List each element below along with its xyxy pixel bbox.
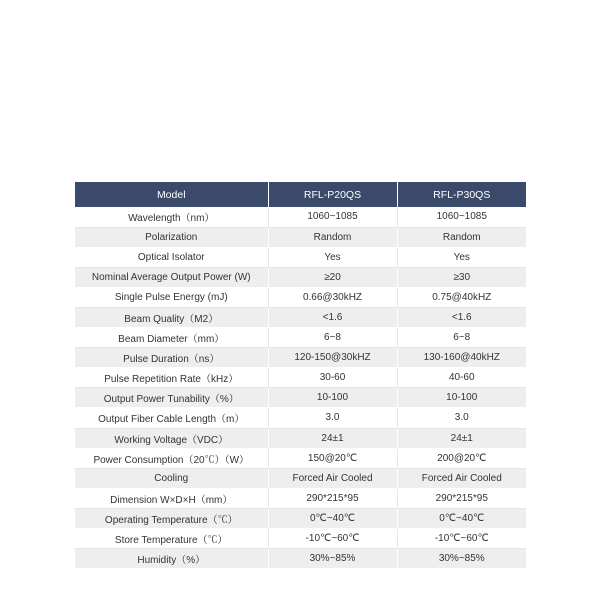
table-row (75, 468, 526, 488)
parameter-cell: Store Temperature（℃） (75, 529, 268, 549)
rfl-p20qs-value: 24±1 (268, 428, 397, 448)
parameter-cell: Output Power Tunability（%） (75, 388, 268, 408)
table-row (75, 287, 526, 307)
rfl-p30qs-value: 24±1 (397, 428, 526, 448)
rfl-p20qs-value: ≥20 (268, 267, 397, 287)
table-row (75, 388, 526, 408)
table-row (75, 227, 526, 247)
table-row (75, 488, 526, 508)
spec-table (75, 182, 526, 569)
rfl-p30qs-value: Yes (397, 247, 526, 267)
table-row (75, 307, 526, 327)
rfl-p20qs-value: 10-100 (268, 388, 397, 408)
rfl-p20qs-value: 1060~1085 (268, 207, 397, 227)
header-row (75, 182, 526, 207)
parameter-cell: Single Pulse Energy (mJ) (75, 287, 268, 307)
spec-table-header (75, 182, 526, 207)
header-rfl-p20qs: RFL-P20QS (268, 182, 397, 207)
table-row (75, 348, 526, 368)
table-row (75, 247, 526, 267)
parameter-cell: Output Fiber Cable Length（m） (75, 408, 268, 428)
rfl-p20qs-value: 290*215*95 (268, 488, 397, 508)
rfl-p30qs-value: 40-60 (397, 368, 526, 388)
parameter-cell: Power Consumption（20℃）（W） (75, 448, 268, 468)
parameter-cell: Pulse Repetition Rate（kHz） (75, 368, 268, 388)
rfl-p30qs-value: 130-160@40kHZ (397, 348, 526, 368)
parameter-cell: Nominal Average Output Power (W) (75, 267, 268, 287)
rfl-p30qs-value: <1.6 (397, 307, 526, 327)
header-rfl-p30qs: RFL-P30QS (397, 182, 526, 207)
table-row (75, 368, 526, 388)
parameter-cell: Beam Quality（M2） (75, 307, 268, 327)
header-model: Model (75, 182, 268, 207)
table-row (75, 267, 526, 287)
table-row (75, 408, 526, 428)
rfl-p20qs-value: Random (268, 227, 397, 247)
rfl-p20qs-value: -10℃~60℃ (268, 529, 397, 549)
rfl-p20qs-value: 6~8 (268, 328, 397, 348)
rfl-p20qs-value: 120-150@30kHZ (268, 348, 397, 368)
rfl-p20qs-value: <1.6 (268, 307, 397, 327)
rfl-p30qs-value: Forced Air Cooled (397, 468, 526, 488)
parameter-cell: Pulse Duration（ns） (75, 348, 268, 368)
parameter-cell: Wavelength（nm） (75, 207, 268, 227)
rfl-p30qs-value: 200@20℃ (397, 448, 526, 468)
rfl-p30qs-value: 6~8 (397, 328, 526, 348)
rfl-p20qs-value: 30%~85% (268, 549, 397, 569)
table-row (75, 549, 526, 569)
rfl-p30qs-value: ≥30 (397, 267, 526, 287)
parameter-cell: Humidity（%） (75, 549, 268, 569)
rfl-p30qs-value: 3.0 (397, 408, 526, 428)
parameter-cell: Working Voltage（VDC） (75, 428, 268, 448)
spec-table-body (75, 207, 526, 569)
rfl-p20qs-value: 30-60 (268, 368, 397, 388)
rfl-p30qs-value: 0℃~40℃ (397, 508, 526, 528)
rfl-p30qs-value: 10-100 (397, 388, 526, 408)
table-row (75, 529, 526, 549)
parameter-cell: Operating Temperature（℃） (75, 508, 268, 528)
rfl-p30qs-value: Random (397, 227, 526, 247)
parameter-cell: Polarization (75, 227, 268, 247)
rfl-p30qs-value: 30%~85% (397, 549, 526, 569)
rfl-p20qs-value: 150@20℃ (268, 448, 397, 468)
parameter-cell: Dimension W×D×H（mm） (75, 488, 268, 508)
parameter-cell: Beam Diameter（mm） (75, 328, 268, 348)
table-row (75, 428, 526, 448)
table-row (75, 448, 526, 468)
rfl-p30qs-value: -10℃~60℃ (397, 529, 526, 549)
rfl-p30qs-value: 1060~1085 (397, 207, 526, 227)
table-row (75, 328, 526, 348)
rfl-p30qs-value: 290*215*95 (397, 488, 526, 508)
rfl-p20qs-value: 0.66@30kHZ (268, 287, 397, 307)
rfl-p20qs-value: Forced Air Cooled (268, 468, 397, 488)
parameter-cell: Cooling (75, 468, 268, 488)
rfl-p20qs-value: Yes (268, 247, 397, 267)
table-row (75, 207, 526, 227)
parameter-cell: Optical Isolator (75, 247, 268, 267)
rfl-p20qs-value: 3.0 (268, 408, 397, 428)
rfl-p20qs-value: 0℃~40℃ (268, 508, 397, 528)
table-row (75, 508, 526, 528)
rfl-p30qs-value: 0.75@40kHZ (397, 287, 526, 307)
